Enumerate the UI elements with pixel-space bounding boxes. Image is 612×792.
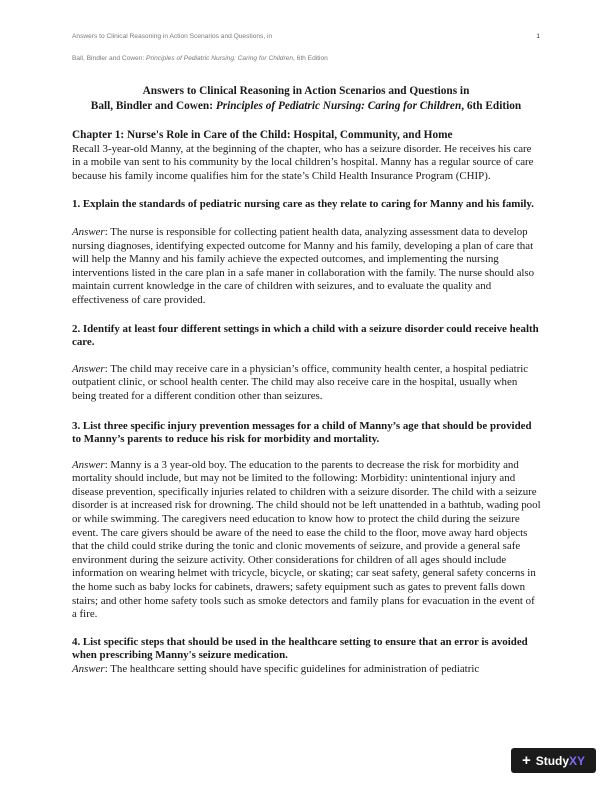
answer-4	[72, 663, 542, 677]
document-title-authors: Ball, Bindler and Cowen:	[90, 99, 216, 112]
document-title-book: Principles of Pediatric Nursing: Caring for Children	[215, 99, 462, 112]
page-number: 1	[536, 33, 540, 40]
answer-label: Answer	[72, 225, 105, 238]
answer-label: Answer	[72, 663, 105, 675]
document-title-line-2	[40, 99, 572, 114]
running-header-line-2	[72, 55, 328, 62]
studyxy-badge[interactable]	[511, 748, 596, 773]
answer-2	[72, 363, 542, 404]
document-title-edition: , 6th Edition	[461, 99, 522, 112]
running-header-authors: Ball, Bindler and Cowen:	[72, 55, 147, 62]
running-header-edition: , 6th Edition	[293, 55, 328, 62]
answer-label: Answer	[72, 458, 105, 471]
badge-text-accent: XY	[569, 753, 586, 768]
badge-text-main: Study	[535, 753, 570, 768]
question-3: 3. List three specific injury prevention messages for a child of Manny’s age that should be provided to Manny’s parents to reduce his risk for morbidity and mortality.	[72, 419, 532, 446]
chapter-title: Chapter 1: Nurse's Role in Care of the Child: Hospital, Community, and Home	[72, 129, 453, 141]
answer-3	[72, 459, 542, 622]
answer-3-text: : Manny is a 3 year-old boy. The education to the parents to decrease the risk for morbidity and mortality should include, but may not be limited to the following: Morbidity: unintentional injury and disease prevention, specifically injuries related to children with a seizure disorder. The child with a seizure disorder is at increased risk for drowning. The child should not be left unattended in a bathtub, wading pool or while swimming. The caregivers need education to know how to protect the child during the seizure event. The care givers should be aware of the need to ease the child to the floor, move away hard objects that the child could strike during the tonic and clonic movements of seizure, and provide a general safe environment during the seizure activity. Other considerations for children of all ages should include information on wearing helmet with tricycle, bicycle, or skating; car seat safety, general safety concerns in the home such as baby locks for cabinets, drawers; safety equipment such as gates to prevent falls down stairs; and other home safety tools such as smoke detectors and family plans for evacuation in the event of a fire.	[72, 458, 541, 621]
running-header-line-1: Answers to Clinical Reasoning in Action Scenarios and Questions, in	[72, 33, 273, 40]
answer-1-text: : The nurse is responsible for collecting patient health data, analyzing assessment data to develop nursing diagnoses, identifying expected outcome for Manny and his family, developing a plan of care that will help the Manny and his family achieve the expected outcomes, and implementing the nursing interventions listed in the care plan in a safe maner in collaboration with the family. The nurse should also maintain current knowledge in the care of children with seizures, and to evaluate the quality and effectiveness of care provided.	[72, 225, 535, 306]
document-title-line-1: Answers to Clinical Reasoning in Action Scenarios and Questions in	[142, 85, 470, 97]
answer-1	[72, 226, 542, 308]
running-header-book-title: Principles of Pediatric Nursing: Caring for Children	[146, 55, 294, 62]
answer-4-text: : The healthcare setting should have specific guidelines for administration of pediatric	[104, 663, 480, 675]
answer-label: Answer	[72, 362, 105, 375]
document-body	[72, 129, 542, 677]
answer-2-text: : The child may receive care in a physician’s office, community health center, a hospital pediatric outpatient clinic, or school health center. The child may also receive care in the hospital, usually when being treated for a different condition other than seizures.	[72, 362, 529, 402]
document-title	[40, 84, 572, 113]
chapter-intro: Recall 3-year-old Manny, at the beginning of the chapter, who has a seizure disorder. He receives his care in a mobile van sent to his community by the local children’s hospital. Manny has a regular source of care because his family income qualifies him for the state’s Child Health Insurance Program (CHIP).	[72, 142, 534, 182]
question-1: 1. Explain the standards of pediatric nursing care as they relate to caring for Manny and his family.	[72, 198, 534, 211]
plus-icon: +	[521, 752, 531, 769]
question-2: 2. Identify at least four different settings in which a child with a seizure disorder could receive health care.	[72, 322, 539, 349]
question-4: 4. List specific steps that should be used in the healthcare setting to ensure that an error is avoided when prescribing Manny's seizure medication.	[72, 635, 528, 662]
